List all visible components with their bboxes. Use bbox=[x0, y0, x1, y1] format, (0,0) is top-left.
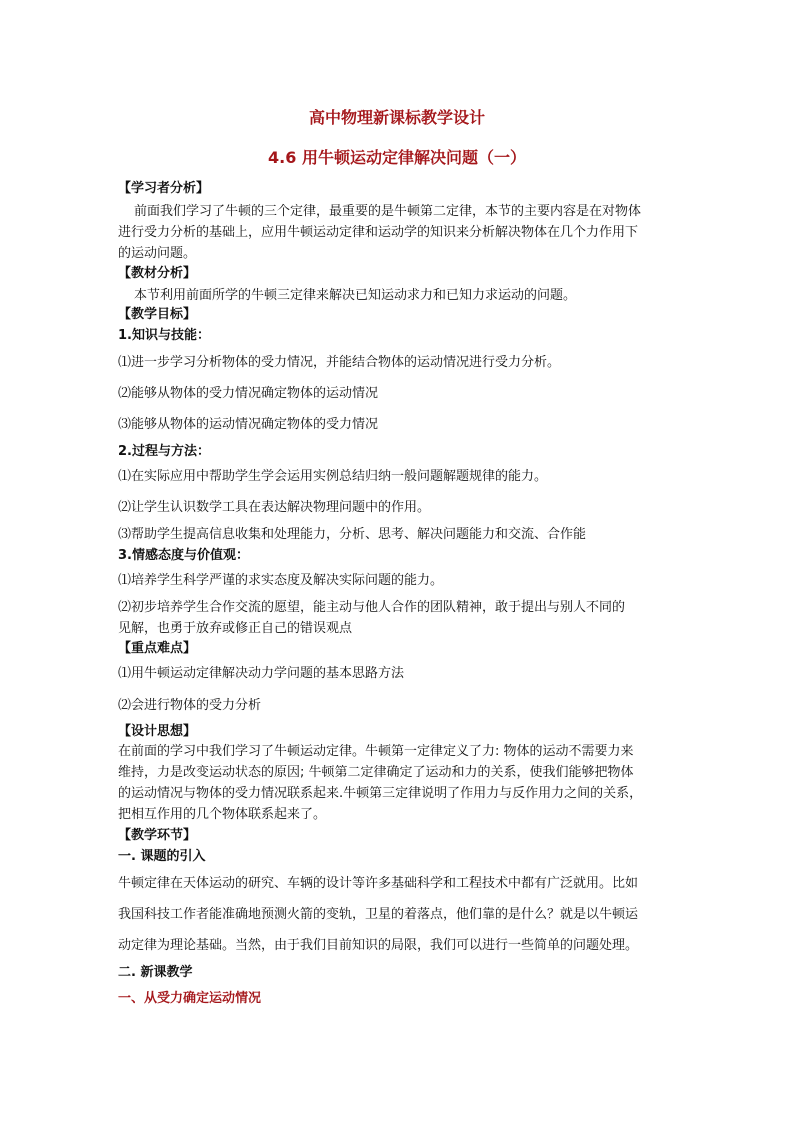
attitude-item: 见解，也勇于放弃或修正自己的错误观点 bbox=[118, 621, 353, 636]
part1-heading: 一、从受力确定运动情况 bbox=[118, 991, 262, 1006]
learner-analysis-line: 前面我们学习了牛顿的三个定律，最重要的是牛顿第二定律，本节的主要内容是在对物体 bbox=[134, 204, 642, 219]
knowledge-heading: 1.知识与技能： bbox=[118, 328, 210, 343]
intro-heading: 一. 课题的引入 bbox=[118, 849, 206, 864]
design-heading: 【设计思想】 bbox=[118, 724, 197, 739]
design-line: 的运动情况与物体的受力情况联系起来.牛顿第三定律说明了作用力与反作用力之间的关系， bbox=[118, 786, 643, 801]
document-title: 高中物理新课标教学设计 bbox=[308, 108, 485, 127]
attitude-item: ⑴培养学生科学严谨的求实态度及解决实际问题的能力。 bbox=[118, 573, 444, 588]
key-points-heading: 【重点难点】 bbox=[118, 641, 197, 656]
design-line: 在前面的学习中我们学习了牛顿运动定律。牛顿第一定律定义了力: 物体的运动不需要力来 bbox=[118, 744, 634, 759]
intro-line: 牛顿定律在天体运动的研究、车辆的设计等许多基础科学和工程技术中都有广泛就用。比如 bbox=[118, 876, 639, 891]
textbook-analysis-heading: 【教材分析】 bbox=[118, 266, 197, 281]
lesson-title: 4.6 用牛顿运动定律解决问题（一） bbox=[268, 148, 526, 167]
attitude-item: ⑵初步培养学生合作交流的愿望，能主动与他人合作的团队精神，敢于提出与别人不同的 bbox=[118, 600, 626, 615]
steps-heading: 【教学环节】 bbox=[118, 828, 197, 843]
attitude-heading: 3.情感态度与价值观： bbox=[118, 548, 249, 563]
design-line: 把相互作用的几个物体联系起来了。 bbox=[118, 807, 327, 822]
knowledge-item: ⑴进一步学习分析物体的受力情况，并能结合物体的运动情况进行受力分析。 bbox=[118, 355, 561, 370]
process-item: ⑴在实际应用中帮助学生学会运用实例总结归纳一般问题解题规律的能力。 bbox=[118, 469, 548, 484]
process-heading: 2.过程与方法： bbox=[118, 444, 210, 459]
objectives-heading: 【教学目标】 bbox=[118, 307, 197, 322]
process-item: ⑶帮助学生提高信息收集和处理能力，分析、思考、解决问题能力和交流、合作能 bbox=[118, 527, 587, 542]
knowledge-item: ⑶能够从物体的运动情况确定物体的受力情况 bbox=[118, 417, 379, 432]
design-line: 维持，力是改变运动状态的原因; 牛顿第二定律确定了运动和力的关系，使我们能够把物体 bbox=[118, 765, 634, 780]
learner-analysis-line: 进行受力分析的基础上，应用牛顿运动定律和运动学的知识来分析解决物体在几个力作用下 bbox=[118, 225, 639, 240]
intro-line: 我国科技工作者能准确地预测火箭的变轨，卫星的着落点，他们靠的是什么？就是以牛顿运 bbox=[118, 907, 639, 922]
process-item: ⑵让学生认识数学工具在表达解决物理问题中的作用。 bbox=[118, 500, 431, 515]
intro-line: 动定律为理论基础。当然，由于我们目前知识的局限，我们可以进行一些简单的问题处理。 bbox=[118, 938, 639, 953]
key-point-item: ⑵会进行物体的受力分析 bbox=[118, 698, 262, 713]
new-lesson-heading: 二. 新课教学 bbox=[118, 965, 193, 980]
learner-analysis-heading: 【学习者分析】 bbox=[118, 181, 210, 196]
key-point-item: ⑴用牛顿运动定律解决动力学问题的基本思路方法 bbox=[118, 666, 405, 681]
knowledge-item: ⑵能够从物体的受力情况确定物体的运动情况 bbox=[118, 386, 379, 401]
textbook-analysis-line: 本节利用前面所学的牛顿三定律来解决已知运动求力和已知力求运动的问题。 bbox=[134, 288, 577, 303]
learner-analysis-line: 的运动问题。 bbox=[118, 246, 197, 261]
